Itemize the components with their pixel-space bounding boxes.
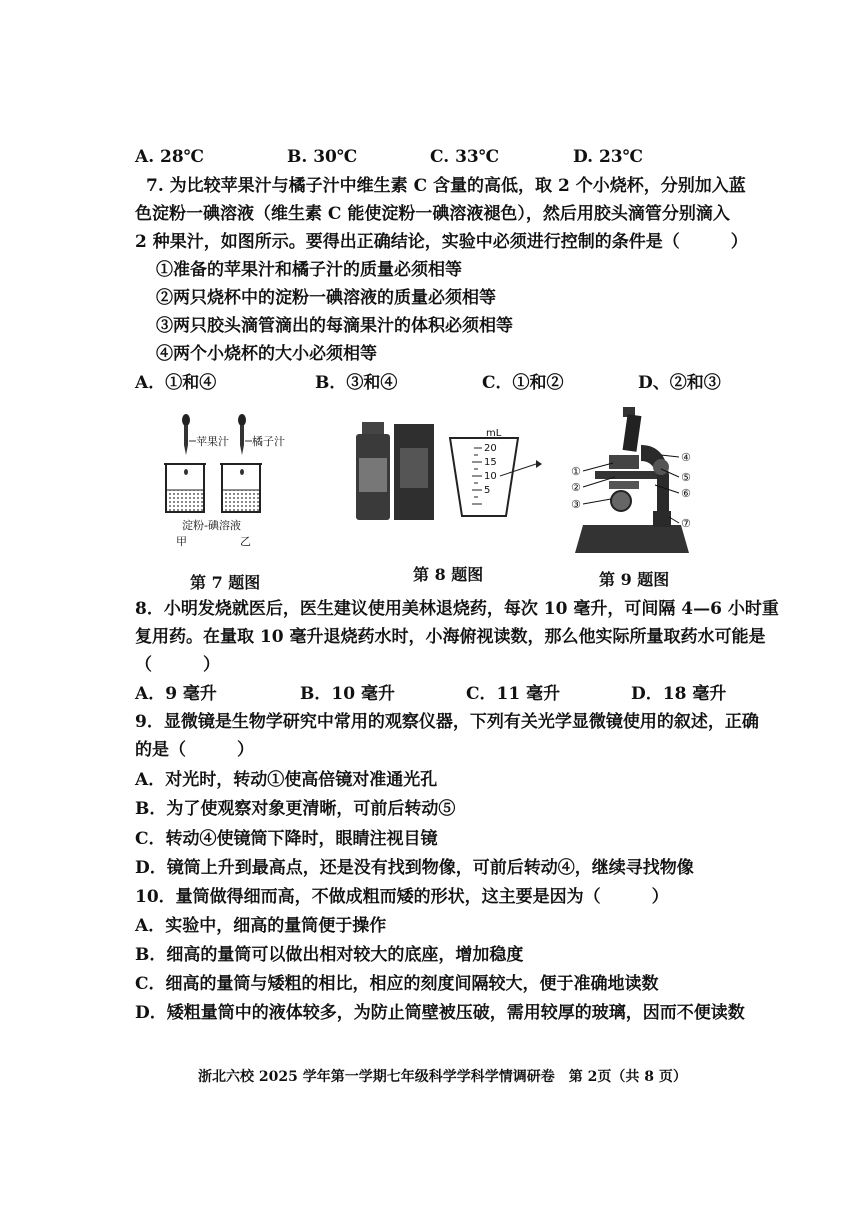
fig7-yi-label: 乙	[240, 535, 251, 548]
q9-stem-line-2: 的是（ ）	[135, 740, 254, 760]
fig9-marker-1: ①	[571, 465, 581, 478]
q8-option-d: D．18 毫升	[631, 684, 727, 704]
q9-stem-line-1: 9．显微镜是生物学研究中常用的观察仪器，下列有关光学显微镜使用的叙述，正确	[135, 712, 759, 732]
fig9-caption: 第 9 题图	[599, 570, 670, 589]
fig7-orange-label: 橘子汁	[252, 435, 285, 448]
dropper-icon	[182, 414, 190, 455]
q10-option-a: A．实验中，细高的量筒便于操作	[135, 916, 387, 936]
q7-option-c: C．①和②	[482, 373, 564, 393]
q8-stem-line-3: （ ）	[135, 655, 220, 675]
fig8-bottles-diagram	[350, 418, 550, 528]
fig8-tick-20: 20	[484, 443, 497, 454]
q7-option-b: B．③和④	[315, 373, 398, 393]
fig9-marker-3: ③	[571, 498, 581, 511]
q10-option-d: D．矮粗量筒中的液体较多，为防止筒壁被压破，需用较厚的玻璃，因而不便读数	[135, 1003, 745, 1023]
q10-option-c: C．细高的量筒与矮粗的相比，相应的刻度间隔较大，便于准确地读数	[135, 974, 659, 994]
q7-option-d: D、②和③	[638, 373, 721, 393]
page-footer: 浙北六校 2025 学年第一学期七年级科学学科学情调研卷 第 2页（共 8 页）	[198, 1069, 687, 1085]
fig9-microscope-diagram	[565, 405, 705, 563]
q9-option-a: A．对光时，转动①使高倍镜对准通光孔	[135, 770, 438, 790]
q7-option-a: A．①和④	[135, 373, 217, 393]
q8-option-c: C．11 毫升	[466, 684, 561, 704]
q10-option-b: B．细高的量筒可以做出相对较大的底座，增加稳度	[135, 945, 524, 965]
fig9-marker-4: ④	[681, 451, 691, 464]
q7-condition-1: ①准备的苹果汁和橘子汁的质量必须相等	[156, 260, 462, 280]
q6-option-d: D. 23℃	[573, 147, 644, 167]
fig7-caption: 第 7 题图	[190, 573, 261, 592]
fig7-apple-label: 苹果汁	[196, 435, 229, 448]
q7-condition-4: ④两个小烧杯的大小必须相等	[156, 344, 377, 364]
q9-option-b: B．为了使观察对象更清晰，可前后转动⑤	[135, 799, 456, 819]
medicine-box-icon	[394, 424, 434, 520]
fig8-tick-15: 15	[484, 457, 497, 468]
q9-option-c: C．转动④使镜筒下降时，眼睛注视目镜	[135, 829, 438, 849]
q6-option-c: C. 33℃	[430, 147, 500, 167]
q10-stem: 10．量筒做得细而高，不做成粗而矮的形状，这主要是因为（ ）	[135, 887, 669, 907]
fig7-beakers-diagram	[160, 408, 300, 558]
fig7-solution-label: 淀粉-碘溶液	[182, 519, 241, 532]
q8-option-a: A．9 毫升	[135, 684, 217, 704]
dropper-icon	[238, 414, 246, 455]
q6-option-b: B. 30℃	[287, 147, 358, 167]
medicine-bottle-icon	[356, 422, 390, 520]
q9-option-d: D．镜筒上升到最高点，还是没有找到物像，可前后转动④，继续寻找物像	[135, 858, 694, 878]
q7-condition-2: ②两只烧杯中的淀粉一碘溶液的质量必须相等	[156, 288, 496, 308]
q7-stem-line-3: 2 种果汁，如图所示。要得出正确结论，实验中必须进行控制的条件是（ ）	[135, 232, 748, 252]
q8-option-b: B．10 毫升	[300, 684, 395, 704]
q8-stem-line-1: 8．小明发烧就医后，医生建议使用美林退烧药，每次 10 毫升，可间隔 4—6 小时重	[135, 599, 779, 619]
fig9-marker-2: ②	[571, 481, 581, 494]
fig8-tick-10: 10	[484, 471, 497, 482]
fig8-tick-5: 5	[484, 485, 491, 496]
fig7-jia-label: 甲	[176, 535, 187, 548]
q7-stem-line-2: 色淀粉一碘溶液（维生素 C 能使淀粉一碘溶液褪色），然后用胶头滴管分别滴入	[135, 204, 730, 224]
q7-stem-line-1: 7. 为比较苹果汁与橘子汁中维生素 C 含量的高低，取 2 个小烧杯，分别加入蓝	[146, 176, 746, 196]
fig9-marker-7: ⑦	[681, 517, 691, 530]
fig9-marker-5: ⑤	[681, 471, 691, 484]
microscope-icon	[575, 407, 689, 553]
q6-option-a: A. 28℃	[135, 147, 205, 167]
q7-condition-3: ③两只胶头滴管滴出的每滴果汁的体积必须相等	[156, 316, 513, 336]
q8-stem-line-2: 复用药。在量取 10 毫升退烧药水时，小海俯视读数，那么他实际所量取药水可能是	[135, 627, 766, 647]
fig9-marker-6: ⑥	[681, 487, 691, 500]
fig8-unit-label: mL	[486, 428, 502, 439]
fig8-caption: 第 8 题图	[413, 565, 484, 584]
